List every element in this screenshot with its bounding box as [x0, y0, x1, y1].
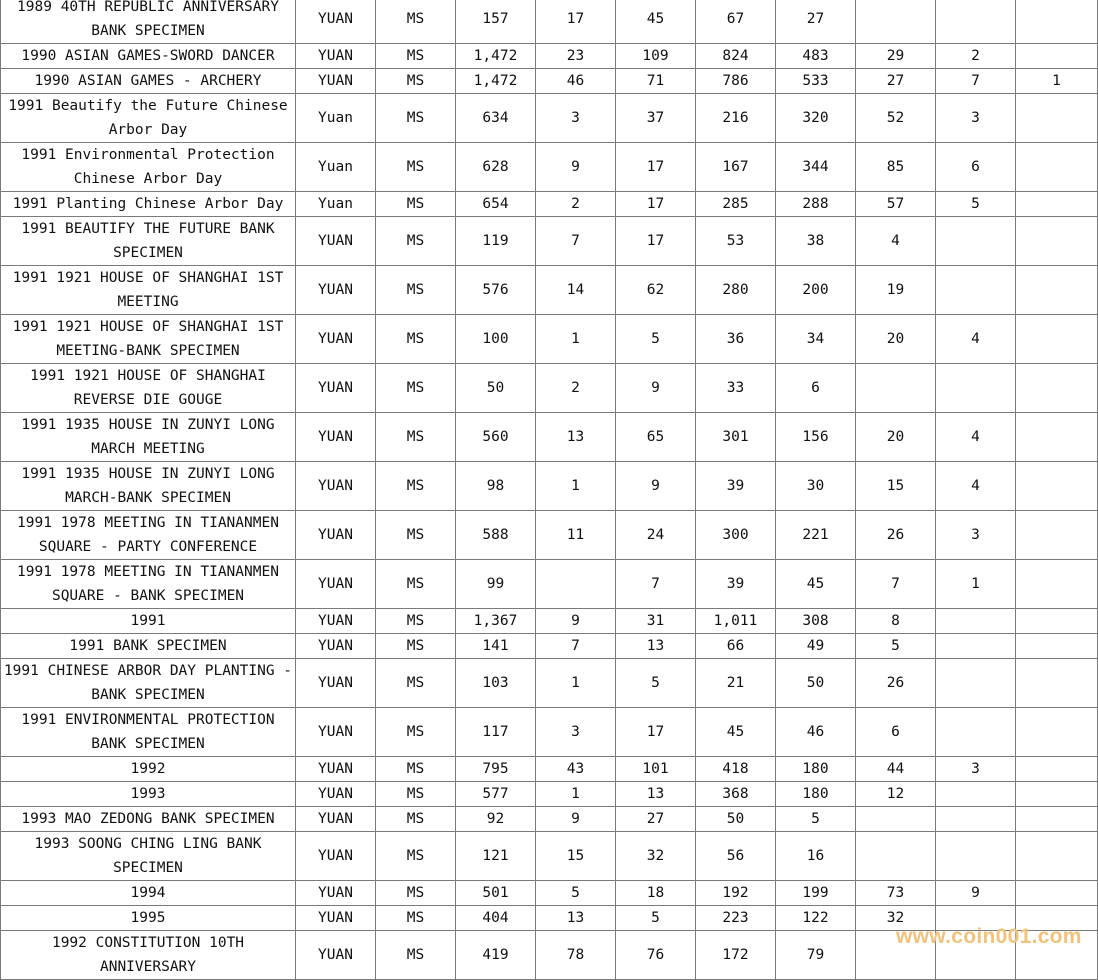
denomination-cell[interactable]: YUAN	[296, 832, 376, 881]
grade-count-cell[interactable]: 73	[856, 881, 936, 906]
table-row	[1, 659, 1098, 708]
total-cell[interactable]: 795	[456, 757, 536, 782]
grade-count-cell[interactable]: 23	[536, 44, 616, 69]
total-cell[interactable]: 103	[456, 659, 536, 708]
grade-count-cell[interactable]: 5	[856, 634, 936, 659]
grade-count-cell[interactable]: 85	[856, 143, 936, 192]
table-row	[1, 634, 1098, 659]
grade-count-cell[interactable]: 39	[696, 560, 776, 609]
grade-count-cell[interactable]	[1016, 757, 1098, 782]
grade-count-cell[interactable]: 3	[936, 94, 1016, 143]
denomination-cell[interactable]: YUAN	[296, 634, 376, 659]
grade-count-cell[interactable]: 288	[776, 192, 856, 217]
grade-count-cell[interactable]	[536, 560, 616, 609]
grade-count-cell[interactable]: 7	[936, 69, 1016, 94]
denomination-cell[interactable]: YUAN	[296, 807, 376, 832]
table-row	[1, 708, 1098, 757]
table-row	[1, 832, 1098, 881]
grade-cell[interactable]: MS	[376, 192, 456, 217]
coin-name-cell[interactable]: 1991 Beautify the Future Chinese Arbor Day	[1, 94, 296, 143]
grade-count-cell[interactable]: 109	[616, 44, 696, 69]
grade-count-cell[interactable]: 15	[856, 462, 936, 511]
grade-count-cell[interactable]: 368	[696, 782, 776, 807]
grade-count-cell[interactable]: 1,011	[696, 609, 776, 634]
grade-count-cell[interactable]: 62	[616, 266, 696, 315]
grade-cell[interactable]: MS	[376, 757, 456, 782]
grade-count-cell[interactable]: 29	[856, 44, 936, 69]
coin-name-cell[interactable]: 1991 1921 HOUSE OF SHANGHAI 1ST MEETING	[1, 266, 296, 315]
grade-count-cell[interactable]	[1016, 659, 1098, 708]
table-row	[1, 560, 1098, 609]
table-row	[1, 69, 1098, 94]
grade-count-cell[interactable]: 17	[616, 217, 696, 266]
grade-count-cell[interactable]: 19	[856, 266, 936, 315]
total-cell[interactable]: 99	[456, 560, 536, 609]
grade-count-cell[interactable]: 418	[696, 757, 776, 782]
grade-count-cell[interactable]: 483	[776, 44, 856, 69]
denomination-cell[interactable]: YUAN	[296, 757, 376, 782]
table-row	[1, 511, 1098, 560]
grade-count-cell[interactable]: 9	[616, 364, 696, 413]
table-row	[1, 782, 1098, 807]
grade-count-cell[interactable]: 16	[776, 832, 856, 881]
coin-name-cell[interactable]: 1991 ENVIRONMENTAL PROTECTION BANK SPECIMEN	[1, 708, 296, 757]
grade-count-cell[interactable]: 36	[696, 315, 776, 364]
table-row	[1, 462, 1098, 511]
total-cell[interactable]: 119	[456, 217, 536, 266]
grade-count-cell[interactable]: 76	[616, 931, 696, 980]
grade-count-cell[interactable]	[856, 364, 936, 413]
total-cell[interactable]: 141	[456, 634, 536, 659]
grade-count-cell[interactable]: 37	[616, 94, 696, 143]
grade-count-cell[interactable]: 17	[616, 143, 696, 192]
grade-count-cell[interactable]: 9	[536, 609, 616, 634]
total-cell[interactable]: 1,472	[456, 44, 536, 69]
table-row	[1, 807, 1098, 832]
grade-count-cell[interactable]	[1016, 94, 1098, 143]
grade-count-cell[interactable]	[856, 832, 936, 881]
total-cell[interactable]: 92	[456, 807, 536, 832]
coin-name-cell[interactable]: 1991 1935 HOUSE IN ZUNYI LONG MARCH-BANK SPECIMEN	[1, 462, 296, 511]
denomination-cell[interactable]: YUAN	[296, 0, 376, 44]
grade-count-cell[interactable]	[1016, 511, 1098, 560]
grade-count-cell[interactable]: 4	[936, 413, 1016, 462]
grade-count-cell[interactable]: 57	[856, 192, 936, 217]
grade-count-cell[interactable]: 38	[776, 217, 856, 266]
grade-cell[interactable]: MS	[376, 560, 456, 609]
coin-name-cell[interactable]: 1992 CONSTITUTION 10TH ANNIVERSARY	[1, 931, 296, 980]
total-cell[interactable]: 100	[456, 315, 536, 364]
grade-count-cell[interactable]: 17	[616, 708, 696, 757]
grade-cell[interactable]: MS	[376, 94, 456, 143]
total-cell[interactable]: 121	[456, 832, 536, 881]
grade-count-cell[interactable]: 30	[776, 462, 856, 511]
grade-count-cell[interactable]	[856, 807, 936, 832]
coin-name-cell[interactable]: 1991 1978 MEETING IN TIANANMEN SQUARE - BANK SPECIMEN	[1, 560, 296, 609]
grade-count-cell[interactable]: 39	[696, 462, 776, 511]
table-row	[1, 143, 1098, 192]
grade-count-cell[interactable]: 27	[776, 0, 856, 44]
denomination-cell[interactable]: YUAN	[296, 906, 376, 931]
grade-count-cell[interactable]	[1016, 192, 1098, 217]
grade-count-cell[interactable]: 786	[696, 69, 776, 94]
coin-name-cell[interactable]: 1992	[1, 757, 296, 782]
denomination-cell[interactable]: YUAN	[296, 266, 376, 315]
table-row	[1, 94, 1098, 143]
grade-count-cell[interactable]	[936, 364, 1016, 413]
denomination-cell[interactable]: YUAN	[296, 511, 376, 560]
grade-count-cell[interactable]: 1	[536, 659, 616, 708]
denomination-cell[interactable]: YUAN	[296, 659, 376, 708]
grade-count-cell[interactable]	[936, 217, 1016, 266]
table-row	[1, 881, 1098, 906]
grade-count-cell[interactable]: 65	[616, 413, 696, 462]
grade-count-cell[interactable]: 156	[776, 413, 856, 462]
grade-cell[interactable]: MS	[376, 782, 456, 807]
grade-count-cell[interactable]	[1016, 315, 1098, 364]
coin-name-cell[interactable]: 1991 1921 HOUSE OF SHANGHAI 1ST MEETING-BANK SPECIMEN	[1, 315, 296, 364]
table-row	[1, 315, 1098, 364]
grade-count-cell[interactable]: 15	[536, 832, 616, 881]
grade-count-cell[interactable]: 344	[776, 143, 856, 192]
grade-count-cell[interactable]: 1	[936, 560, 1016, 609]
denomination-cell[interactable]: Yuan	[296, 192, 376, 217]
grade-count-cell[interactable]: 221	[776, 511, 856, 560]
grade-count-cell[interactable]: 172	[696, 931, 776, 980]
coin-name-cell[interactable]: 1993 MAO ZEDONG BANK SPECIMEN	[1, 807, 296, 832]
grade-count-cell[interactable]	[936, 708, 1016, 757]
table-row	[1, 364, 1098, 413]
grade-count-cell[interactable]: 45	[616, 0, 696, 44]
grade-count-cell[interactable]: 6	[776, 364, 856, 413]
grade-count-cell[interactable]: 13	[536, 906, 616, 931]
grade-count-cell[interactable]: 5	[776, 807, 856, 832]
total-cell[interactable]: 560	[456, 413, 536, 462]
grade-count-cell[interactable]	[1016, 807, 1098, 832]
grade-count-cell[interactable]: 9	[936, 881, 1016, 906]
grade-count-cell[interactable]: 1	[536, 462, 616, 511]
table-row	[1, 757, 1098, 782]
grade-count-cell[interactable]: 5	[616, 659, 696, 708]
grade-cell[interactable]: MS	[376, 511, 456, 560]
coin-name-cell[interactable]: 1991 1935 HOUSE IN ZUNYI LONG MARCH MEETING	[1, 413, 296, 462]
grade-count-cell[interactable]: 4	[936, 462, 1016, 511]
grade-count-cell[interactable]: 9	[536, 143, 616, 192]
grade-count-cell[interactable]: 67	[696, 0, 776, 44]
grade-count-cell[interactable]: 1	[536, 782, 616, 807]
denomination-cell[interactable]: YUAN	[296, 364, 376, 413]
grade-count-cell[interactable]: 192	[696, 881, 776, 906]
grade-count-cell[interactable]	[1016, 217, 1098, 266]
grade-count-cell[interactable]: 9	[536, 807, 616, 832]
denomination-cell[interactable]: YUAN	[296, 462, 376, 511]
grade-count-cell[interactable]: 17	[536, 0, 616, 44]
grade-count-cell[interactable]: 533	[776, 69, 856, 94]
total-cell[interactable]: 628	[456, 143, 536, 192]
grade-count-cell[interactable]	[1016, 881, 1098, 906]
grade-cell[interactable]: MS	[376, 69, 456, 94]
grade-count-cell[interactable]: 33	[696, 364, 776, 413]
grade-count-cell[interactable]: 27	[616, 807, 696, 832]
grade-count-cell[interactable]: 56	[696, 832, 776, 881]
grade-count-cell[interactable]: 49	[776, 634, 856, 659]
grade-count-cell[interactable]: 71	[616, 69, 696, 94]
grade-count-cell[interactable]: 46	[536, 69, 616, 94]
grade-count-cell[interactable]: 17	[616, 192, 696, 217]
table-row	[1, 192, 1098, 217]
grade-count-cell[interactable]: 4	[936, 315, 1016, 364]
grade-count-cell[interactable]: 3	[536, 708, 616, 757]
grade-cell[interactable]: MS	[376, 708, 456, 757]
grade-count-cell[interactable]: 216	[696, 94, 776, 143]
grade-count-cell[interactable]: 44	[856, 757, 936, 782]
grade-count-cell[interactable]	[936, 609, 1016, 634]
grade-count-cell[interactable]: 2	[536, 364, 616, 413]
grade-count-cell[interactable]: 26	[856, 511, 936, 560]
grade-count-cell[interactable]: 5	[936, 192, 1016, 217]
coin-name-cell[interactable]: 1995	[1, 906, 296, 931]
coin-name-cell[interactable]: 1991 BEAUTIFY THE FUTURE BANK SPECIMEN	[1, 217, 296, 266]
grade-count-cell[interactable]: 2	[536, 192, 616, 217]
grade-cell[interactable]: MS	[376, 364, 456, 413]
grade-count-cell[interactable]: 301	[696, 413, 776, 462]
grade-count-cell[interactable]	[1016, 634, 1098, 659]
grade-count-cell[interactable]: 5	[536, 881, 616, 906]
grade-cell[interactable]: MS	[376, 44, 456, 69]
coin-name-cell[interactable]: 1991 1978 MEETING IN TIANANMEN SQUARE - PARTY CONFERENCE	[1, 511, 296, 560]
grade-count-cell[interactable]: 6	[856, 708, 936, 757]
table-row	[1, 44, 1098, 69]
grade-count-cell[interactable]: 199	[776, 881, 856, 906]
coin-name-cell[interactable]: 1991	[1, 609, 296, 634]
grade-count-cell[interactable]: 45	[696, 708, 776, 757]
total-cell[interactable]: 654	[456, 192, 536, 217]
grade-count-cell[interactable]: 32	[856, 906, 936, 931]
grade-count-cell[interactable]	[1016, 266, 1098, 315]
grade-cell[interactable]: MS	[376, 315, 456, 364]
grade-cell[interactable]: MS	[376, 609, 456, 634]
grade-count-cell[interactable]: 6	[936, 143, 1016, 192]
grade-count-cell[interactable]: 21	[696, 659, 776, 708]
grade-count-cell[interactable]	[1016, 44, 1098, 69]
denomination-cell[interactable]: YUAN	[296, 708, 376, 757]
grade-count-cell[interactable]	[1016, 413, 1098, 462]
grade-count-cell[interactable]	[1016, 609, 1098, 634]
total-cell[interactable]: 588	[456, 511, 536, 560]
grade-count-cell[interactable]: 308	[776, 609, 856, 634]
grade-cell[interactable]: MS	[376, 832, 456, 881]
table-row	[1, 266, 1098, 315]
grade-count-cell[interactable]	[936, 782, 1016, 807]
grade-count-cell[interactable]: 13	[616, 634, 696, 659]
total-cell[interactable]: 577	[456, 782, 536, 807]
grade-count-cell[interactable]: 285	[696, 192, 776, 217]
coin-name-cell[interactable]: 1990 ASIAN GAMES-SWORD DANCER	[1, 44, 296, 69]
grade-cell[interactable]: MS	[376, 217, 456, 266]
grade-count-cell[interactable]: 24	[616, 511, 696, 560]
grade-count-cell[interactable]: 14	[536, 266, 616, 315]
total-cell[interactable]: 419	[456, 931, 536, 980]
grade-count-cell[interactable]	[1016, 708, 1098, 757]
coin-name-cell[interactable]: 1994	[1, 881, 296, 906]
denomination-cell[interactable]: Yuan	[296, 94, 376, 143]
grade-count-cell[interactable]: 9	[616, 462, 696, 511]
grade-count-cell[interactable]	[1016, 832, 1098, 881]
grade-count-cell[interactable]: 20	[856, 315, 936, 364]
total-cell[interactable]: 1,472	[456, 69, 536, 94]
grade-count-cell[interactable]: 280	[696, 266, 776, 315]
coin-name-cell[interactable]: 1991 Environmental Protection Chinese Arbor Day	[1, 143, 296, 192]
denomination-cell[interactable]: YUAN	[296, 609, 376, 634]
total-cell[interactable]: 157	[456, 0, 536, 44]
total-cell[interactable]: 404	[456, 906, 536, 931]
grade-cell[interactable]: MS	[376, 807, 456, 832]
grade-count-cell[interactable]: 300	[696, 511, 776, 560]
grade-count-cell[interactable]	[1016, 143, 1098, 192]
grade-count-cell[interactable]: 78	[536, 931, 616, 980]
grade-cell[interactable]: MS	[376, 906, 456, 931]
grade-cell[interactable]: MS	[376, 881, 456, 906]
grade-count-cell[interactable]	[936, 0, 1016, 44]
grade-count-cell[interactable]: 5	[616, 315, 696, 364]
total-cell[interactable]: 501	[456, 881, 536, 906]
grade-count-cell[interactable]	[1016, 462, 1098, 511]
grade-count-cell[interactable]: 66	[696, 634, 776, 659]
total-cell[interactable]: 50	[456, 364, 536, 413]
grade-count-cell[interactable]: 79	[776, 931, 856, 980]
grade-count-cell[interactable]: 27	[856, 69, 936, 94]
denomination-cell[interactable]: YUAN	[296, 931, 376, 980]
grade-count-cell[interactable]: 2	[936, 44, 1016, 69]
coin-name-cell[interactable]: 1993	[1, 782, 296, 807]
coin-name-cell[interactable]: 1989 40TH REPUBLIC ANNIVERSARY BANK SPECIMEN	[1, 0, 296, 44]
grade-count-cell[interactable]: 200	[776, 266, 856, 315]
grade-cell[interactable]: MS	[376, 462, 456, 511]
grade-cell[interactable]: MS	[376, 143, 456, 192]
grade-count-cell[interactable]: 3	[536, 94, 616, 143]
grade-count-cell[interactable]: 180	[776, 782, 856, 807]
grade-count-cell[interactable]: 11	[536, 511, 616, 560]
grade-count-cell[interactable]	[1016, 782, 1098, 807]
grade-count-cell[interactable]: 320	[776, 94, 856, 143]
table-row	[1, 413, 1098, 462]
denomination-cell[interactable]: YUAN	[296, 881, 376, 906]
grade-count-cell[interactable]: 180	[776, 757, 856, 782]
denomination-cell[interactable]: YUAN	[296, 69, 376, 94]
grade-count-cell[interactable]: 34	[776, 315, 856, 364]
grade-count-cell[interactable]: 1	[1016, 69, 1098, 94]
grade-count-cell[interactable]: 7	[616, 560, 696, 609]
grade-count-cell[interactable]: 20	[856, 413, 936, 462]
coin-name-cell[interactable]: 1991 1921 HOUSE OF SHANGHAI REVERSE DIE GOUGE	[1, 364, 296, 413]
coin-name-cell[interactable]: 1991 CHINESE ARBOR DAY PLANTING - BANK SPECIMEN	[1, 659, 296, 708]
grade-count-cell[interactable]	[1016, 560, 1098, 609]
grade-count-cell[interactable]: 53	[696, 217, 776, 266]
grade-count-cell[interactable]: 223	[696, 906, 776, 931]
grade-count-cell[interactable]: 12	[856, 782, 936, 807]
denomination-cell[interactable]: Yuan	[296, 143, 376, 192]
grade-count-cell[interactable]: 18	[616, 881, 696, 906]
grade-count-cell[interactable]: 824	[696, 44, 776, 69]
grade-count-cell[interactable]	[1016, 364, 1098, 413]
grade-count-cell[interactable]: 13	[616, 782, 696, 807]
grade-count-cell[interactable]	[856, 0, 936, 44]
coin-name-cell[interactable]: 1993 SOONG CHING LING BANK SPECIMEN	[1, 832, 296, 881]
site-watermark: www.coin001.com	[896, 925, 1082, 948]
grade-count-cell[interactable]: 7	[856, 560, 936, 609]
grade-count-cell[interactable]: 31	[616, 609, 696, 634]
total-cell[interactable]: 576	[456, 266, 536, 315]
denomination-cell[interactable]: YUAN	[296, 217, 376, 266]
grade-count-cell[interactable]: 50	[776, 659, 856, 708]
grade-count-cell[interactable]	[936, 832, 1016, 881]
denomination-cell[interactable]: YUAN	[296, 782, 376, 807]
grade-cell[interactable]: MS	[376, 266, 456, 315]
denomination-cell[interactable]: YUAN	[296, 44, 376, 69]
grade-count-cell[interactable]: 52	[856, 94, 936, 143]
table-row	[1, 0, 1098, 44]
grade-count-cell[interactable]: 8	[856, 609, 936, 634]
grade-count-cell[interactable]: 3	[936, 511, 1016, 560]
grade-count-cell[interactable]	[936, 659, 1016, 708]
grade-count-cell[interactable]: 101	[616, 757, 696, 782]
grade-count-cell[interactable]: 7	[536, 634, 616, 659]
table-row	[1, 217, 1098, 266]
total-cell[interactable]: 117	[456, 708, 536, 757]
denomination-cell[interactable]: YUAN	[296, 413, 376, 462]
grade-count-cell[interactable]: 122	[776, 906, 856, 931]
grade-count-cell[interactable]: 13	[536, 413, 616, 462]
coin-name-cell[interactable]: 1991 BANK SPECIMEN	[1, 634, 296, 659]
coin-name-cell[interactable]: 1991 Planting Chinese Arbor Day	[1, 192, 296, 217]
grade-count-cell[interactable]: 45	[776, 560, 856, 609]
grade-count-cell[interactable]	[936, 266, 1016, 315]
table-row	[1, 609, 1098, 634]
grade-count-cell[interactable]: 167	[696, 143, 776, 192]
total-cell[interactable]: 98	[456, 462, 536, 511]
grade-count-cell[interactable]: 32	[616, 832, 696, 881]
grade-count-cell[interactable]: 1	[536, 315, 616, 364]
grade-count-cell[interactable]: 3	[936, 757, 1016, 782]
grade-count-cell[interactable]	[936, 634, 1016, 659]
coin-name-cell[interactable]: 1990 ASIAN GAMES - ARCHERY	[1, 69, 296, 94]
grade-cell[interactable]: MS	[376, 931, 456, 980]
grade-count-cell[interactable]: 7	[536, 217, 616, 266]
total-cell[interactable]: 634	[456, 94, 536, 143]
grade-count-cell[interactable]: 5	[616, 906, 696, 931]
grade-cell[interactable]: MS	[376, 413, 456, 462]
denomination-cell[interactable]: YUAN	[296, 315, 376, 364]
total-cell[interactable]: 1,367	[456, 609, 536, 634]
grade-count-cell[interactable]: 26	[856, 659, 936, 708]
grade-count-cell[interactable]: 46	[776, 708, 856, 757]
denomination-cell[interactable]: YUAN	[296, 560, 376, 609]
grade-count-cell[interactable]	[1016, 0, 1098, 44]
grade-count-cell[interactable]: 4	[856, 217, 936, 266]
grade-cell[interactable]: MS	[376, 634, 456, 659]
grade-cell[interactable]: MS	[376, 659, 456, 708]
grade-count-cell[interactable]: 43	[536, 757, 616, 782]
grade-count-cell[interactable]: 50	[696, 807, 776, 832]
grade-cell[interactable]: MS	[376, 0, 456, 44]
grade-count-cell[interactable]	[936, 807, 1016, 832]
